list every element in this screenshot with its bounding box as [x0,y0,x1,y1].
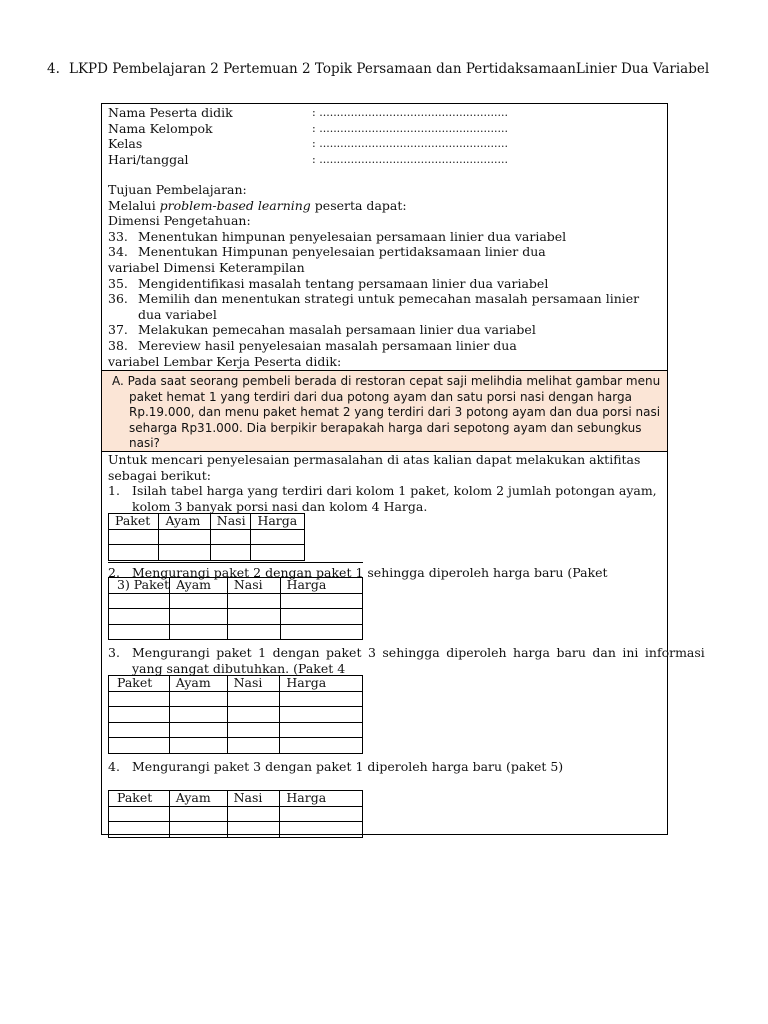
objective-item [108,229,648,245]
table-cell[interactable] [280,624,362,640]
objective-item [108,322,648,338]
table-cell[interactable] [109,707,170,723]
identity-row-group [108,121,668,137]
identity-row-name [108,105,668,121]
intro-italic: problem-based learning [159,197,311,213]
activity-section [108,452,663,514]
table-row [109,609,363,625]
col-header: Paket [109,676,170,692]
objectives-title: Tujuan Pembelajaran: [108,182,247,197]
table-header-row [109,791,363,807]
col-header: Nasi [227,676,280,692]
table-cell[interactable] [210,529,251,545]
objective-item [108,338,648,354]
problem-line: A. Pada saat seorang pembeli berada di restoran cepat saji melihdia melihat gambar menu [112,374,661,388]
table-cell[interactable] [227,691,280,707]
objective-text: Menentukan Himpunan penyelesaian pertidaksamaan linier dua [138,244,546,260]
table-cell[interactable] [280,822,363,838]
table-cell[interactable] [227,806,280,822]
identity-field[interactable]: : ...................................................... [312,106,509,119]
table-cell[interactable] [159,545,210,561]
table-cell[interactable] [109,822,170,838]
identity-row-class [108,136,668,152]
identity-block [108,105,668,167]
step-text: Isilah tabel harga yang terdiri dari kolom 1 paket, kolom 2 jumlah potongan ayam, [132,483,657,499]
table-cell[interactable] [109,609,170,625]
table-cell[interactable] [210,545,251,561]
problem-line: paket hemat 1 yang terdiri dari dua potong ayam dan satu porsi nasi dengan harga [129,389,632,404]
objectives-intro [108,198,648,214]
step-4 [108,759,563,775]
table-cell[interactable] [280,722,363,738]
col-header: Paket [109,791,170,807]
table-cell[interactable] [109,806,170,822]
table-cell[interactable] [109,593,170,609]
col-header: Ayam [169,676,227,692]
objective-continuation: variabel Lembar Kerja Peserta didik: [108,353,342,369]
learning-objectives [108,182,648,369]
table-cell[interactable] [280,806,363,822]
intro-pre: Melalui [108,197,160,213]
step-1-cont: kolom 3 banyak porsi nasi dan kolom 4 Harga. [132,498,428,514]
problem-line: nasi? [129,436,160,451]
table-row [109,545,305,561]
price-table-4 [108,790,363,838]
table-cell[interactable] [159,529,210,545]
col-header: Ayam [170,578,228,594]
table-cell[interactable] [280,593,362,609]
identity-field[interactable]: : ...................................................... [312,121,509,135]
objective-item [108,291,648,307]
objective-number: 36. [108,291,128,307]
objective-number: 37. [108,322,128,338]
step-3-cont: yang sangat dibutuhkan. (Paket 4 [132,660,346,676]
step-number: 1. [108,483,120,499]
heading-number: 4. [47,61,60,77]
step-text: Mengurangi paket 3 dengan paket 1 diperoleh harga baru (paket 5) [132,759,564,774]
table-row [109,691,363,707]
table-cell[interactable] [227,722,280,738]
table-cell[interactable] [109,529,159,545]
identity-label: Nama Kelompok [108,120,213,136]
col-header: Paket [109,514,159,530]
objective-text: Melakukan pemecahan masalah persamaan linier dua variabel [138,322,536,338]
step-3 [108,645,705,661]
table-cell[interactable] [109,624,170,640]
step-text: Mengurangi paket 1 dengan paket 3 sehingga diperoleh harga baru dan ini informasi [132,645,705,660]
activity-intro: sebagai berikut: [108,467,211,483]
price-table-1 [108,513,305,561]
col-header: Ayam [159,514,210,530]
table-cell[interactable] [227,593,280,609]
table-row [109,738,363,754]
table-cell[interactable] [280,738,363,754]
objective-continuation: dua variabel [138,306,217,322]
step-number: 3. [108,645,120,660]
table-cell[interactable] [227,822,280,838]
price-table-3 [108,675,363,754]
table-cell[interactable] [251,545,305,561]
col-header: Nasi [210,514,251,530]
table-cell[interactable] [109,545,159,561]
table-cell[interactable] [251,529,305,545]
table-cell[interactable] [227,609,280,625]
intro-post: peserta dapat: [310,197,407,213]
step-1 [108,483,663,499]
objective-item [108,276,648,292]
problem-box [102,371,667,452]
step-number: 4. [108,759,120,774]
table-cell[interactable] [170,609,228,625]
col-header: Harga [251,514,305,530]
identity-label: Nama Peserta didik [108,105,233,120]
activity-intro: Untuk mencari penyelesaian permasalahan di atas kalian dapat melakukan aktifitas [108,452,641,467]
underline-divider [108,562,363,563]
identity-label: Hari/tanggal [108,151,189,167]
objective-text: Mengidentifikasi masalah tentang persamaan linier dua variabel [138,275,549,291]
col-header: 3) Paket [109,578,170,594]
objective-number: 34. [108,244,128,260]
worksheet-heading [47,60,747,78]
objective-continuation: variabel Dimensi Keterampilan [108,259,305,275]
table-cell[interactable] [280,707,363,723]
table-cell[interactable] [169,806,227,822]
step-text: Mengurangi paket 2 dengan paket 1 sehingga diperoleh harga baru (Paket [132,565,608,580]
objective-number: 35. [108,275,128,291]
objective-text: Menentukan himpunan penyelesaian persamaan linier dua variabel [138,228,567,244]
table-row [109,529,305,545]
table-cell[interactable] [169,738,227,754]
objective-text: Memilih dan menentukan strategi untuk pemecahan masalah persamaan linier [138,291,640,307]
col-header: Nasi [227,578,280,594]
problem-line: seharga Rp31.000. Dia berpikir berapakah harga dari sepotong ayam dan sebungkus [129,420,642,435]
table-cell[interactable] [227,738,280,754]
table-row [109,593,363,609]
objective-number: 33. [108,228,128,244]
table-cell[interactable] [227,707,280,723]
identity-label: Kelas [108,136,143,152]
identity-field[interactable]: : ...................................................... [312,137,509,151]
table-cell[interactable] [109,722,170,738]
table-header-row [109,676,363,692]
dimension-knowledge: Dimensi Pengetahuan: [108,213,251,229]
heading-text: LKPD Pembelajaran 2 Pertemuan 2 Topik Persamaan dan PertidaksamaanLinier Dua Variabel [69,61,710,77]
table-cell[interactable] [109,738,170,754]
objective-number: 38. [108,337,128,353]
problem-line: Rp.19.000, dan menu paket hemat 2 yang terdiri dari 3 potong ayam dan dua porsi nasi [129,405,661,420]
table-cell[interactable] [109,691,170,707]
table-header-row [109,578,363,594]
col-header: Nasi [227,791,280,807]
col-header: Harga [280,791,363,807]
worksheet-frame [101,103,705,835]
step-3-block [108,645,705,676]
table-row [109,722,363,738]
table-cell[interactable] [280,609,362,625]
table-cell[interactable] [170,624,228,640]
table-row [109,624,363,640]
table-cell[interactable] [169,822,227,838]
col-header: Harga [280,578,362,594]
table-cell[interactable] [280,691,363,707]
table-cell[interactable] [169,691,227,707]
identity-field[interactable]: : ...................................................... [312,152,509,166]
objective-text: Mereview hasil penyelesaian masalah persamaan linier dua [138,337,517,353]
table-row [109,707,363,723]
table-row [109,822,363,838]
step-number: 2. [108,565,120,580]
price-table-2 [108,577,363,640]
identity-row-date [108,152,668,168]
table-cell[interactable] [169,722,227,738]
col-header: Harga [280,676,363,692]
objective-item [108,244,648,260]
table-cell[interactable] [170,593,228,609]
table-row [109,806,363,822]
table-cell[interactable] [169,707,227,723]
col-header: Ayam [169,791,227,807]
table-cell[interactable] [227,624,280,640]
problem-text [112,374,661,452]
table-header-row [109,514,305,530]
